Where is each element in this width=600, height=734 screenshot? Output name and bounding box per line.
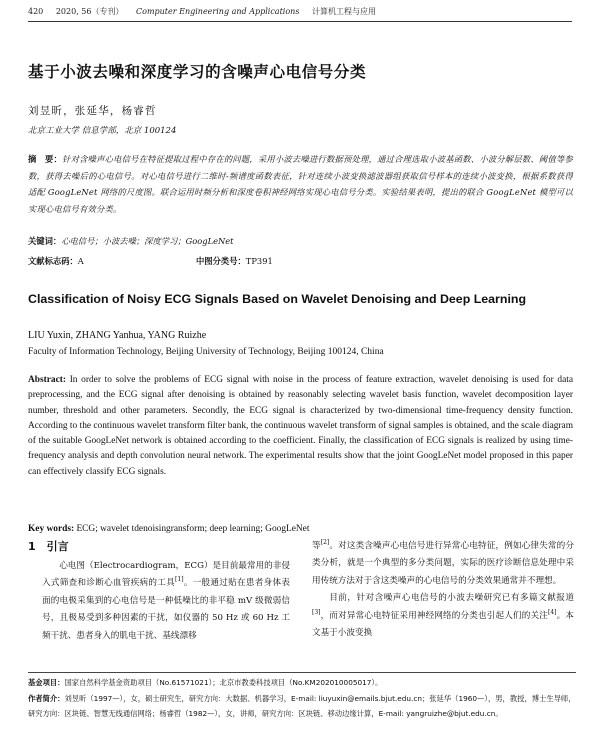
body-column-left <box>28 538 290 645</box>
journal-name-cn: 计算机工程与应用 <box>311 7 376 16</box>
abstract-en-label: Abstract: <box>28 375 67 385</box>
page-number: 420 <box>28 7 44 16</box>
keywords-en-label: Key words: <box>28 524 75 534</box>
paragraph-text: ，而对异常心电特征采用神经网络的分类也引起人们的关注 <box>320 610 548 621</box>
paragraph-text: 。对这类含噪声心电信号进行异常心电特征，例如心律失常的分类分析，就是一个典型的多分类问题，实际的医疗诊断信息处理中采用传统方法对于含这类噪声的心电信号的分类效果通常并不理想。 <box>312 541 574 586</box>
citation: [3] <box>312 608 321 616</box>
header-rule <box>28 21 572 22</box>
paragraph <box>312 590 574 642</box>
abstract-cn-text: 针对含噪声心电信号在特征提取过程中存在的问题，采用小波去噪进行数据预处理，通过合理选取小波基函数、小波分解层数、阈值等参数，获得去噪后的心电信号。对心电信号进行二维时-频谱度函数表征，针对连续小波变换滤波器组获取信号样本的连续小波变换，根据系数获得适配 GoogLeNet 网络的尺度图。联合运用时频分析和深度卷积神经网络实现心电信号分类。实验结果表明，提出的联合 GoogLeNet 模型可以实现心电信号有效分类。 <box>28 154 573 214</box>
citation: [2] <box>320 539 330 547</box>
clc-label: 中图分类号： <box>196 256 246 266</box>
keywords-cn-label: 关键词： <box>28 236 62 246</box>
author-text: 刘昱昕（1997—），女，硕士研究生，研究方向：大数据、机器学习，E-mail: liuyuxin@emails.bjut.edu.cn；张延华（1960—），男，教授，博士生导师，研究方向：区块链、智慧无线通信网络；杨睿哲（1982—），女，讲师，研究方向：区块链、移动边缘计算，E-mail: yangruizhe@bjut.edu.cn。 <box>28 693 576 718</box>
paragraph-text: 目前，针对含噪声心电信号的小波去噪研究已有多篇文献报道 <box>329 593 574 604</box>
keywords-en-value: ECG; wavelet tdenoisingransform; deep learning; GoogLeNet <box>76 524 310 534</box>
abstract-en <box>28 373 573 480</box>
author-note <box>28 691 576 722</box>
paragraph-text: 。一般通过贴在患者身体表面的电极采集到的心电信号是一种低噪比的非平稳 mV 级微弱信号，且极易受到多种因素的干扰，如仪器的 50 Hz 或 60 Hz 工频干扰、患者身入的肌电干扰、基线漂移 <box>42 578 290 641</box>
paragraph <box>42 558 290 645</box>
issue-info: 2020, 56（专刊） <box>55 7 124 16</box>
abstract-cn <box>28 151 573 217</box>
paragraph-text: 心电图（Electrocardiogram，ECG）是目前最常用的非侵入式筛查和诊断心血管疾病的工具 <box>42 561 290 589</box>
title-en: Classification of Noisy ECG Signals Based on Wavelet Denoising and Deep Learning <box>28 292 527 306</box>
section-heading: 1 引言 <box>28 540 69 553</box>
title-cn: 基于小波去噪和深度学习的含噪声心电信号分类 <box>28 62 367 81</box>
paragraph: 等[2]。对这类含噪声心电信号进行异常心电特征，例如心律失常的分类分析，就是一个典型的多分类问题，实际的医疗诊断信息处理中采用传统方法对于含这类噪声的心电信号的分类效果通常并不理想。 <box>312 539 574 586</box>
keywords-cn-value: 心电信号；小波去噪；深度学习；GoogLeNet <box>61 236 234 246</box>
keywords-cn <box>28 235 234 247</box>
keywords-en <box>28 524 309 534</box>
paragraph-text: 。本文基于小波变换 <box>312 610 574 639</box>
abstract-cn-label: 摘 要： <box>28 154 63 164</box>
authors-en: LIU Yuxin, ZHANG Yanhua, YANG Ruizhe <box>28 330 207 341</box>
author-label: 作者简介： <box>28 693 65 703</box>
doc-code-value: A <box>77 256 84 266</box>
footnote-rule <box>28 672 576 673</box>
abstract-en-text: In order to solve the problems of ECG signal with noise in the process of feature extraction, wavelet denoising is used for data preprocessing, and the ECG signal after denoising is obtained by reasonably selecting wavelet basis function, wavelet decomposition layer number, threshold and other parameters. Secondly, the ECG signal is characterized by two-dimensional time-frequency density function. According to the continuous wavelet transform filter bank, the continuous wavelet transform of signal samples is obtained, and the scale diagram of the suitable GoogLeNet network is obtained according to the coefficient. Finally, the classification of ECG signals is realized by using time-frequency analysis and depth convolution neural network. The experimental results show that the joint GoogLeNet model proposed in this paper can effectively classify ECG signals. <box>28 375 573 477</box>
fund-note <box>28 675 576 691</box>
citation: [4] <box>547 608 557 616</box>
body-column-right <box>312 538 574 642</box>
classification-row <box>28 255 273 267</box>
citation: [1] <box>175 576 184 584</box>
clc-value: TP391 <box>245 256 273 266</box>
affiliation-en: Faculty of Information Technology, Beijing University of Technology, Beijing 100124, China <box>28 347 384 357</box>
affiliation-cn: 北京工业大学 信息学部，北京 100124 <box>28 126 177 136</box>
fund-label: 基金项目： <box>28 678 65 687</box>
running-header <box>28 6 572 20</box>
journal-name-en: Computer Engineering and Applications <box>136 7 300 16</box>
fund-text: 国家自然科学基金资助项目（No.61571021）；北京市教委科技项目（No.KM202010005017）。 <box>64 678 383 687</box>
authors-cn: 刘昱昕，张延华，杨睿哲 <box>28 105 157 117</box>
clc-group <box>196 255 273 267</box>
doc-code-label: 文献标志码： <box>28 256 78 266</box>
footnotes <box>28 675 576 722</box>
